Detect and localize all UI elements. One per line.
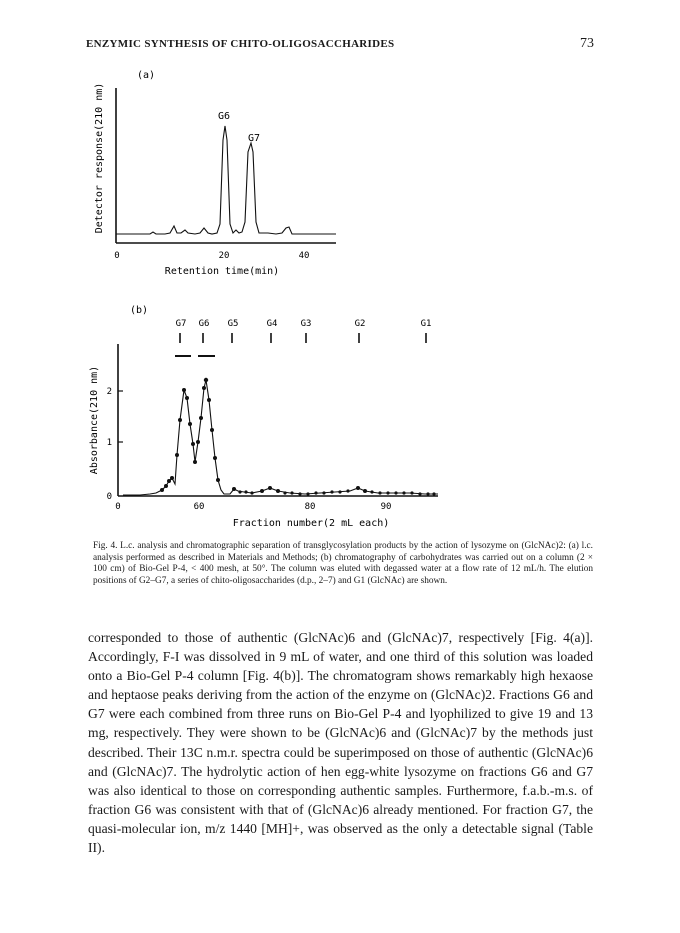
page-number: 73: [580, 36, 594, 51]
running-title: ENZYMIC SYNTHESIS OF CHITO-OLIGOSACCHARIDES: [86, 38, 395, 50]
elution-marker-label-g2: G2: [354, 319, 366, 329]
panel-b-data-points: [160, 378, 367, 493]
elution-marker-label-g6: G6: [198, 319, 210, 329]
panel-b-y-tick-label: 1: [106, 438, 112, 448]
elution-marker-label-g7: G7: [175, 319, 187, 329]
panel-a-x-tick: 40: [298, 251, 310, 261]
panel-a-x-axis-label: Retention time(min): [164, 266, 280, 277]
panel-a-y-axis-label: Detector response(210 nm): [94, 82, 105, 234]
panel-a-trace: [116, 126, 336, 234]
peak-label-g7: G7: [248, 133, 261, 144]
caption-text: Fig. 4. L.c. analysis and chromatographic separation of transglycosylation products by the action of lysozyme on (GlcNAc)2: (a) l.c. analysis performed as described in Materials and Methods; (b) chromatography of carbohydrates was carried out on a column (2 × 100 cm) of Bio-Gel P-4, < 400 mesh, at 50°. The column was eluted with degassed water at a flow rate of 12 mL/h. The elution positions of G2–G7, a series of chito-oligosaccharides (d.p., 2–7) and G1 (GlcNAc) are shown.: [93, 541, 593, 586]
panel-b-x-tick: 90: [380, 502, 392, 512]
figure-panel-b: [89, 305, 438, 529]
panel-b-y-tick-label: 0: [106, 492, 112, 502]
panel-b-x-tick: 0: [115, 502, 121, 512]
panel-b-label: (b): [130, 305, 149, 316]
figure-panel-a: [94, 70, 336, 277]
body-text: [88, 628, 593, 857]
panel-b-x-tick: 80: [304, 502, 316, 512]
elution-marker-ticks: [180, 333, 426, 343]
panel-a-x-tick: 0: [114, 251, 120, 261]
elution-marker-label-g3: G3: [300, 319, 312, 329]
panel-b-y-tick-label: 2: [106, 387, 112, 397]
figure-caption: [93, 541, 593, 587]
elution-marker-label-g5: G5: [227, 319, 239, 329]
panel-a-label: (a): [137, 70, 156, 81]
panel-a-x-tick: 20: [218, 251, 230, 261]
panel-b-x-tick: 60: [193, 502, 205, 512]
elution-marker-label-g1: G1: [420, 319, 432, 329]
body-paragraph: corresponded to those of authentic (GlcNAc)6 and (GlcNAc)7, respectively [Fig. 4(a)]. Accordingly, F-I was dissolved in 9 mL of water, and one third of this solution was loaded onto a Bio-Gel P-4 column [Fig. 4(b)]. The chromatogram shows remarkably high hexaose and heptaose peaks deriving from the action of the enzyme on (GlcNAc)2. Fractions G6 and G7 were each combined from three runs on Bio-Gel P-4 and lyophilized to give 19 and 13 mg, respectively. They were shown to be (GlcNAc)6 and (GlcNAc)7 by the methods just described. Their 13C n.m.r. spectra could be superimposed on those of authentic (GlcNAc)6 and (GlcNAc)7. The hydrolytic action of hen egg-white lysozyme on fractions G6 and G7 was also identical to those on corresponding authentic samples. Furthermore, f.a.b.-m.s. of fraction G6 was consistent with that of (GlcNAc)6 already mentioned. For fraction G7, the quasi-molecular ion, m/z 1440 [MH]+, was observed as the only a detectable signal (Table II).: [88, 630, 593, 856]
peak-label-g6: G6: [218, 111, 231, 122]
panel-b-x-axis-label: Fraction number(2 mL each): [232, 518, 390, 529]
panel-b-y-axis-label: Absorbance(210 nm): [89, 365, 100, 475]
elution-marker-label-g4: G4: [266, 319, 278, 329]
